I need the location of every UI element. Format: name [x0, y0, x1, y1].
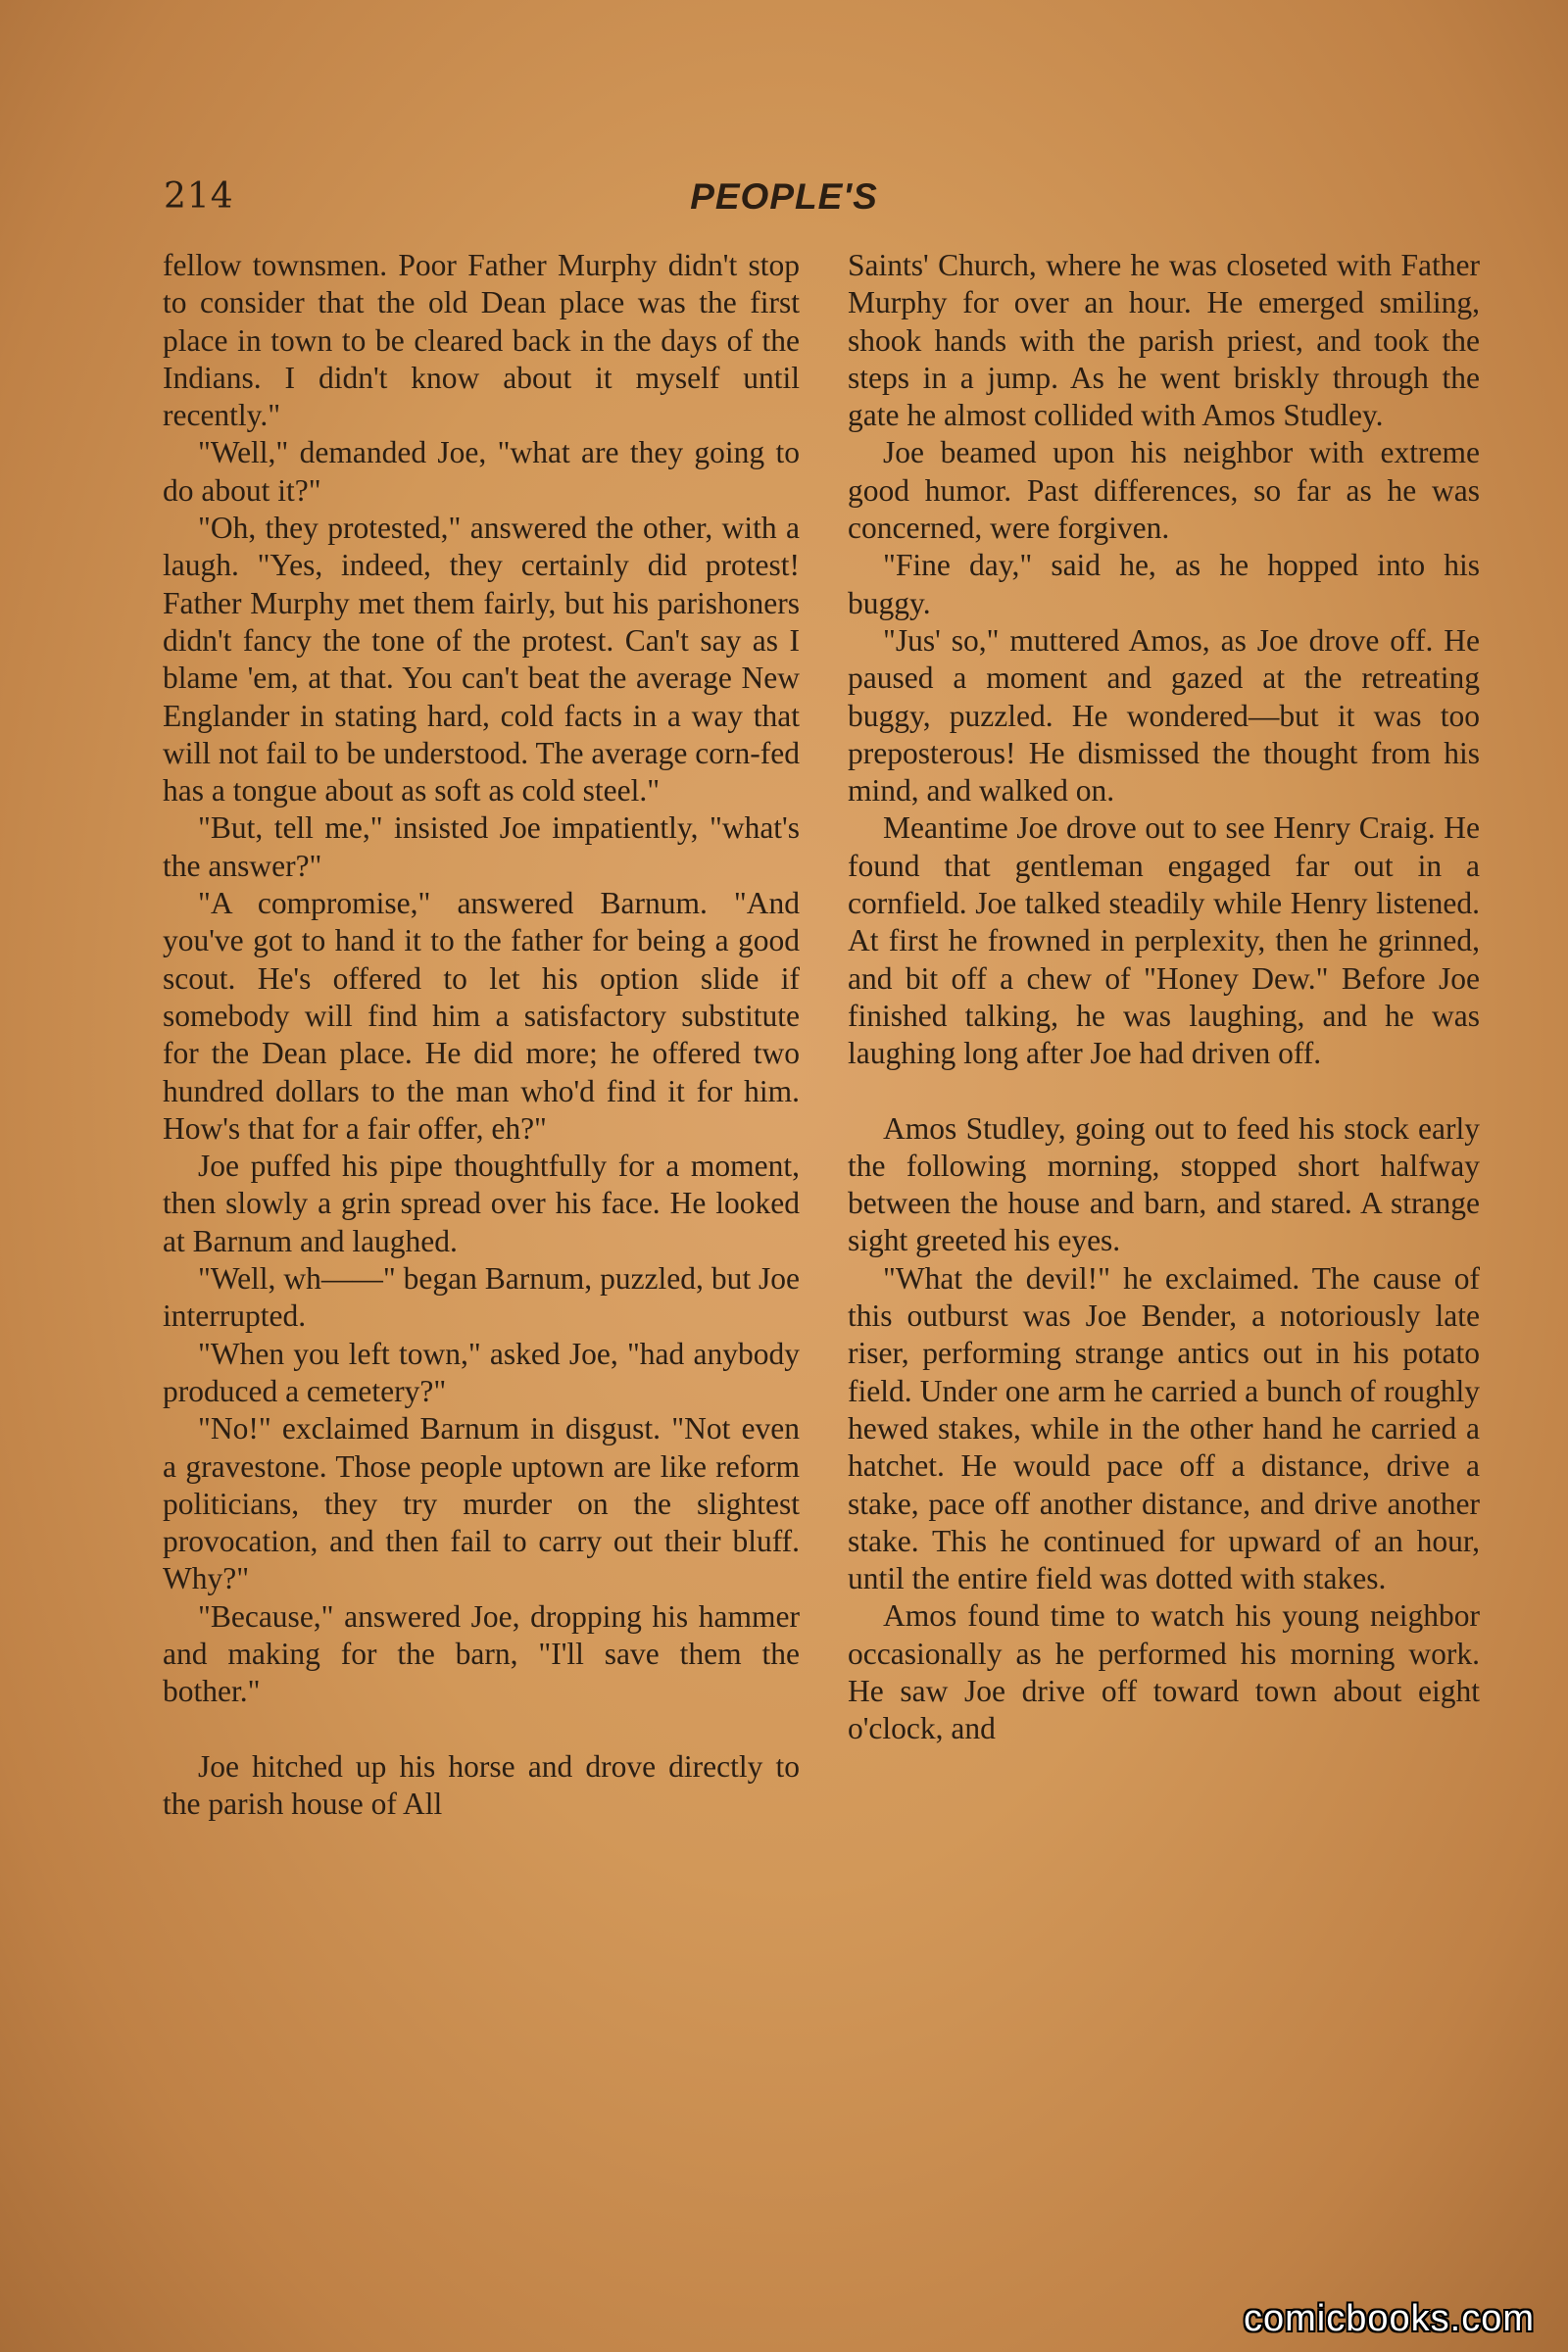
paragraph: Amos found time to watch his young neighbor occasionally as he performed his morning work. He saw Joe drive off toward town about eight o'clock, and: [848, 1598, 1480, 1746]
paragraph: Saints' Church, where he was closeted with Father Murphy for over an hour. He emerged smiling, shook hands with the parish priest, and took the steps in a jump. As he went briskly through the gate he almost collided with Amos Studley.: [848, 248, 1480, 433]
paragraph: Joe puffed his pipe thoughtfully for a moment, then slowly a grin spread over his face. He looked at Barnum and laughed.: [163, 1149, 800, 1258]
right-column: [848, 247, 1480, 1748]
watermark: comicbooks.com: [1244, 2298, 1535, 2339]
paragraph: "A compromise," answered Barnum. "And you've got to hand it to the father for being a good scout. He's offered to let his option slide if somebody will find him a satisfactory substitute for the Dean place. He did more; he offered two hundred dollars to the man who'd find it for him. How's that for a fair offer, eh?": [163, 886, 800, 1146]
paragraph: Joe beamed upon his neighbor with extreme good humor. Past differences, so far as he was concerned, were forgiven.: [848, 435, 1480, 546]
page-number: 214: [164, 176, 234, 217]
paragraph: "Well, wh——" began Barnum, puzzled, but Joe interrupted.: [163, 1261, 800, 1334]
paragraph: "No!" exclaimed Barnum in disgust. "Not even a gravestone. Those people uptown are like reform politicians, they try murder on the slightest provocation, and then fail to carry out their bluff. Why?": [163, 1411, 800, 1596]
paragraph: Joe hitched up his horse and drove directly to the parish house of All: [163, 1748, 800, 1821]
paragraph: "Jus' so," muttered Amos, as Joe drove off. He paused a moment and gazed at the retreating buggy, puzzled. He wondered—but it was too preposterous! He dismissed the thought from his mind, and walked on.: [848, 622, 1480, 808]
paragraph: Meantime Joe drove out to see Henry Craig. He found that gentleman engaged far out in a cornfield. Joe talked steadily while Henry listened. At first he frowned in perplexity, then he grinned, and bit off a chew of "Honey Dew." Before Joe finished talking, he was laughing, and he was laughing long after Joe had driven off.: [848, 810, 1480, 1071]
paragraph: "What the devil!" he exclaimed. The cause of this outburst was Joe Bender, a notoriously late riser, performing strange antics out in his potato field. Under one arm he carried a bunch of roughly hewed stakes, while in the other hand he carried a hatchet. He would pace off a distance, drive a stake, pace off another distance, and drive another stake. This he continued for upward of an hour, until the entire field was dotted with stakes.: [848, 1260, 1480, 1596]
paragraph: "But, tell me," insisted Joe impatiently, "what's the answer?": [163, 810, 800, 883]
left-column: [163, 247, 800, 1823]
paragraph: "Because," answered Joe, dropping his hammer and making for the barn, "I'll save them the bother.": [163, 1598, 800, 1709]
paragraph: fellow townsmen. Poor Father Murphy didn't stop to consider that the old Dean place was the first place in town to be cleared back in the days of the Indians. I didn't know about it myself until recently.": [163, 248, 800, 433]
paragraph: "Fine day," said he, as he hopped into his buggy.: [848, 548, 1480, 620]
paragraph: "Oh, they protested," answered the other, with a laugh. "Yes, indeed, they certainly did protest! Father Murphy met them fairly, but his parishoners didn't fancy the tone of the protest. Can't say as I blame 'em, at that. You can't beat the average New Englander in stating hard, cold facts in a way that will not fail to be understood. The average corn-fed has a tongue about as soft as cold steel.": [163, 511, 800, 808]
paragraph: "Well," demanded Joe, "what are they going to do about it?": [163, 435, 800, 508]
paragraph: "When you left town," asked Joe, "had anybody produced a cemetery?": [163, 1336, 800, 1408]
running-head: PEOPLE'S: [690, 176, 878, 217]
paragraph: Amos Studley, going out to feed his stock early the following morning, stopped short halfway between the house and barn, and stared. A strange sight greeted his eyes.: [848, 1110, 1480, 1258]
